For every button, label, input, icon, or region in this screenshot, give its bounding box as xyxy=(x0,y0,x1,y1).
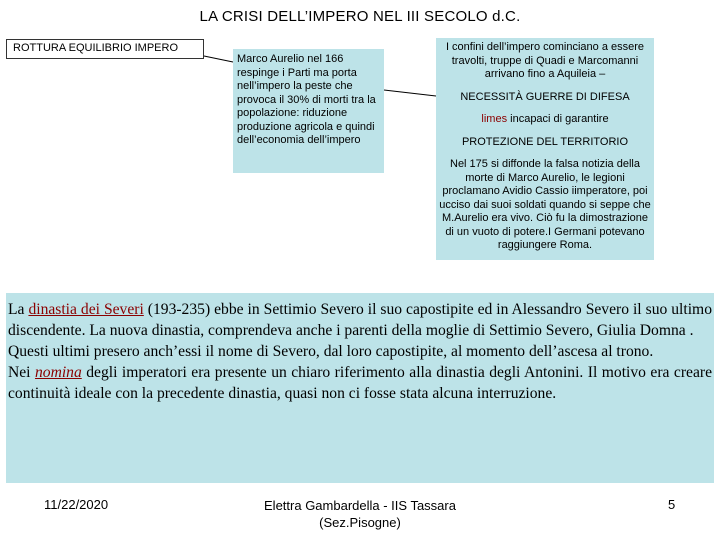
limes-rest: incapaci di garantire xyxy=(507,113,609,125)
p3-prefix: Nei xyxy=(8,364,35,381)
footer-date: 11/22/2020 xyxy=(44,497,109,512)
limes-word: limes xyxy=(481,113,508,125)
footer-author-line1: Elettra Gambardella - IIS Tassara xyxy=(264,498,456,513)
slide-title: LA CRISI DELL’IMPERO NEL III SECOLO d.C. xyxy=(199,8,521,25)
nomina-term: nomina xyxy=(34,364,82,381)
p1-prefix: La xyxy=(8,301,29,318)
footer-author xyxy=(250,497,470,531)
paragraph-nomina xyxy=(8,362,712,404)
severi-text-box xyxy=(6,293,714,483)
p3-rest: degli imperatori era presente un chiaro riferimento alla dinastia degli Antonini. Il motivo era creare continuità ideale con la precedente dinastia, quasi non ci fosse stata alcuna interruzione. xyxy=(8,364,712,402)
limes-line xyxy=(439,113,651,127)
paragraph-nome-severo: Questi ultimi presero anch’essi il nome di Severo, dal loro capostipite, al momento dell’ascesa al trono. xyxy=(8,343,654,360)
footer-page-number: 5 xyxy=(668,497,676,512)
dinastia-severi-term: dinastia dei Severi xyxy=(28,301,144,318)
confini-impero-box xyxy=(436,38,654,260)
footer-author-line2: (Sez.Pisogne) xyxy=(319,515,401,530)
marco-aurelio-box: Marco Aurelio nel 166 respinge i Parti ma porta nell’impero la peste che provoca il 30% di morti tra la popolazione: riduzione produzione agricola e quindi dell’economia dell’impero xyxy=(233,49,384,173)
connector-marco-confini xyxy=(384,90,436,96)
notizia-falsa-text: Nel 175 si diffonde la falsa notizia della morte di Marco Aurelio, le legioni proclamano Avidio Cassio iimperatore, poi ucciso dai suoi soldati quando si seppe che M.Aurelio era vivo. Ciò fu la dimostrazione di un vuoto di potere.I Germani potevano raggiungere Roma. xyxy=(439,158,651,251)
rottura-equilibrio-box: ROTTURA EQUILIBRIO IMPERO xyxy=(6,39,204,59)
confini-intro: I confini dell’impero cominciano a essere travolti, truppe di Quadi e Marcomanni arrivano fino a Aquileia – xyxy=(445,41,645,80)
paragraph-dinastia xyxy=(8,299,712,341)
protezione-territorio-label: PROTEZIONE DEL TERRITORIO xyxy=(461,135,629,148)
necessita-guerre-label: NECESSITÀ GUERRE DI DIFESA xyxy=(460,90,630,103)
connector-rottura-marco xyxy=(204,56,233,62)
p1-rest: (193-235) ebbe in Settimio Severo il suo capostipite ed in Alessandro Severo il suo ultimo discendente. La nuova dinastia, comprendeva anche i parenti della moglie di Settimio Severo, Giulia Domna . xyxy=(8,301,712,339)
